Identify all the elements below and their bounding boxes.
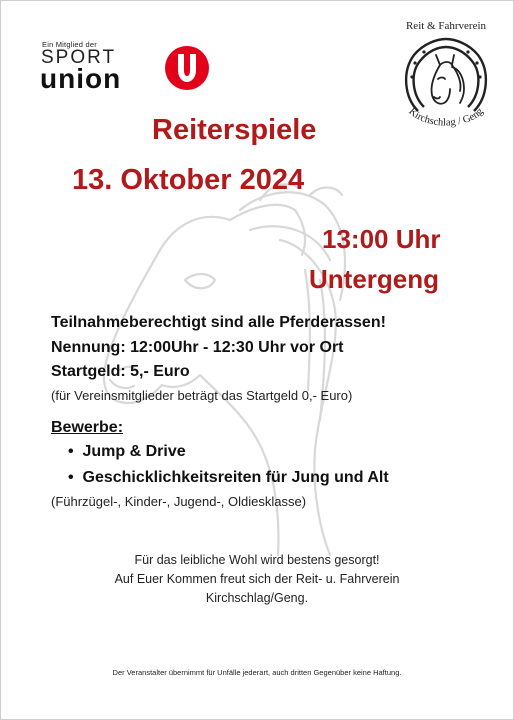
competition-skill-riding: Geschicklichkeitsreiten für Jung und Alt — [82, 469, 389, 486]
bullet-icon: • — [68, 469, 83, 486]
list-item — [68, 443, 186, 461]
fee-note-text: (für Vereinsmitglieder beträgt das Startgeld 0,- Euro) — [51, 388, 353, 403]
sport-union-member-text: Ein Mitglied der — [42, 40, 97, 49]
competitions-heading: Bewerbe: — [51, 419, 124, 436]
eligibility-text: Teilnahmeberechtigt sind alle Pferderassen! — [51, 314, 386, 331]
horseshoe-horse-emblem-icon — [398, 33, 494, 143]
registration-text: Nennung: 12:00Uhr - 12:30 Uhr vor Ort — [51, 339, 344, 356]
competition-jump-drive: Jump & Drive — [82, 443, 186, 460]
sport-union-sport-text: SPORT — [41, 47, 117, 68]
event-place: Untergeng — [309, 264, 439, 294]
event-date: 13. Oktober 2024 — [72, 164, 305, 196]
event-time: 13:00 Uhr — [322, 224, 441, 254]
competition-classes-text: (Führzügel-, Kinder-, Jugend-, Oldiesklasse) — [51, 494, 307, 509]
closing-line-3: Kirchschlag/Geng. — [205, 591, 309, 605]
sport-union-badge-icon — [164, 45, 210, 91]
closing-line-1: Für das leibliche Wohl wird bestens gesorgt! — [134, 553, 380, 567]
svg-text:Kirchschlag / Geng — [406, 106, 486, 129]
event-title: Reiterspiele — [152, 114, 317, 146]
fee-text: Startgeld: 5,- Euro — [51, 363, 190, 380]
closing-line-2: Auf Euer Kommen freut sich der Reit- u. Fahrverein — [114, 572, 400, 586]
bullet-icon: • — [68, 443, 83, 460]
club-name-text: Reit & Fahrverein — [405, 20, 487, 32]
list-item — [68, 469, 389, 487]
liability-disclaimer: Der Veranstalter übernimmt für Unfälle jederart, auch dritten Gegenüber keine Haftung. — [112, 668, 402, 677]
club-location-arc-text: Kirchschlag / Geng — [406, 106, 486, 129]
sport-union-union-text: union — [40, 63, 122, 94]
